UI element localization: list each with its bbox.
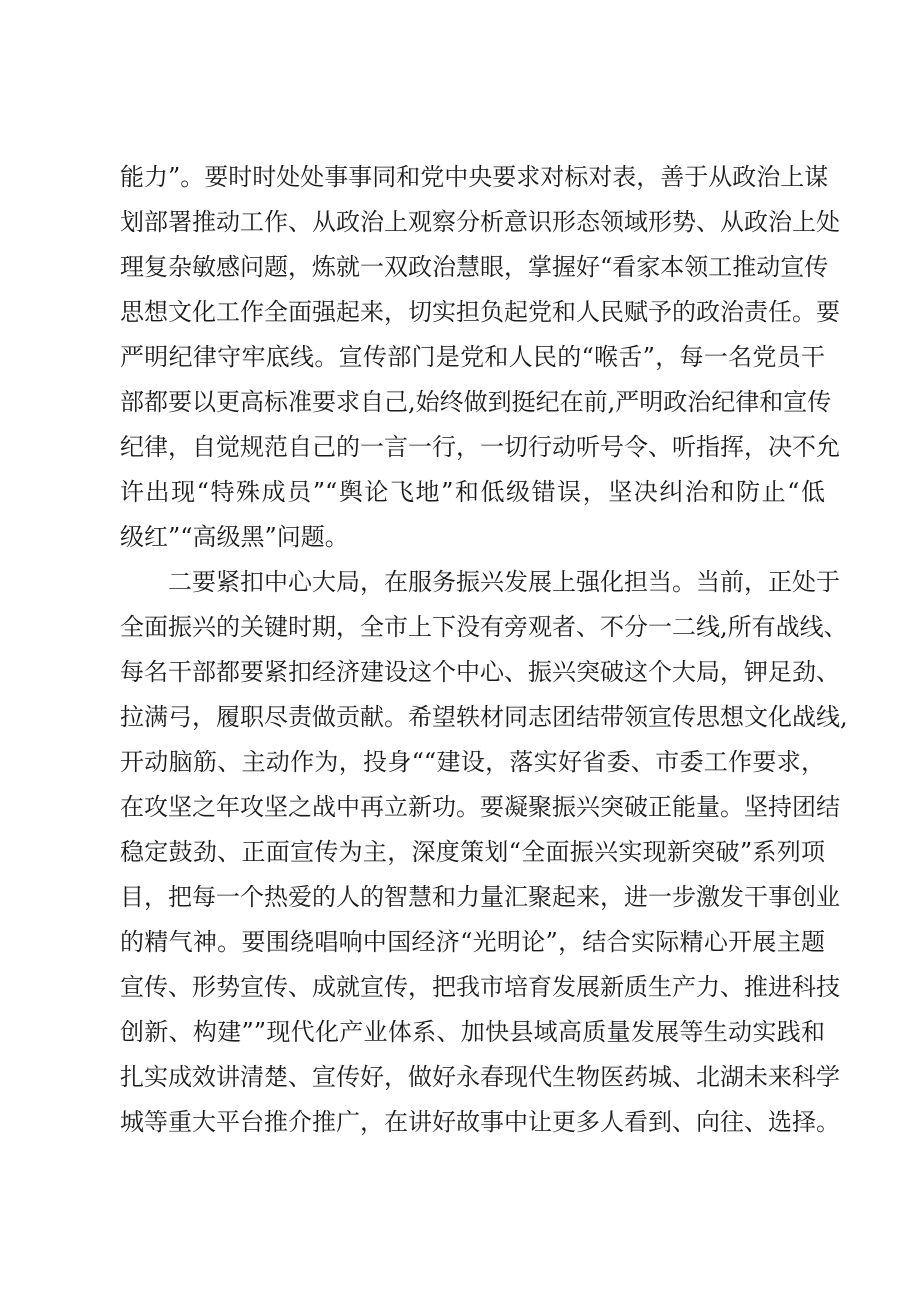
text-line: 纪律，自觉规范自己的一言一行，一切行动听号令、听指挥，决不允 <box>120 433 840 461</box>
text-line: 创新、构建””现代化产业体系、加快县域高质量发展等生动实践和 <box>120 1018 825 1046</box>
text-line: 级红”“高级黑”问题。 <box>120 523 349 551</box>
paragraph-central-task <box>120 560 848 1145</box>
text-line: 每名干部都要紧扣经济建设这个中心、振兴突破这个大局，钾足劲、 <box>120 658 840 686</box>
text-line: 许出现“特殊成员”“舆论飞地”和低级错误，坚决纠治和防止“低 <box>120 478 825 506</box>
text-line: 在攻坚之年攻坚之战中再立新功。要凝聚振兴突破正能量。坚持团结 <box>120 793 840 821</box>
text-line: 部都要以更高标准要求自己,始终做到挺纪在前,严明政治纪律和宣传 <box>120 388 832 416</box>
text-line: 思想文化工作全面强起来，切实担负起党和人民赋予的政治责任。要 <box>120 298 840 326</box>
text-line: 开动脑筋、主动作为，投身““建设，落实好省委、市委工作要求， <box>120 748 825 776</box>
text-line: 拉满弓，履职尽责做贡献。希望轶材同志团结带领宣传思想文化战线, <box>120 703 848 731</box>
text-line: 城等重大平台推介推广，在讲好故事中让更多人看到、向往、选择。 <box>120 1108 840 1136</box>
text-line: 目，把每一个热爱的人的智慧和力量汇聚起来，进一步激发干事创业 <box>120 883 840 911</box>
text-line: 严明纪律守牢底线。宣传部门是党和人民的“喉舌”，每一名党员干 <box>120 343 825 371</box>
paragraph-political-capacity <box>120 155 840 560</box>
text-line: 宣传、形势宣传、成就宣传，把我市培育发展新质生产力、推进科技 <box>120 973 840 1001</box>
text-line: 扎实成效讲清楚、宣传好，做好永春现代生物医药城、北湖未来科学 <box>120 1063 840 1091</box>
text-line: 二要紧扣中心大局，在服务振兴发展上强化担当。当前，正处于 <box>168 568 840 596</box>
text-line: 的精气神。要围绕唱响中国经济“光明论”，结合实际精心开展主题 <box>120 928 825 956</box>
text-line: 稳定鼓劲、正面宣传为主，深度策划“全面振兴实现新突破”系列项 <box>120 838 825 866</box>
text-line: 理复杂敏感问题，炼就一双政治慧眼，掌握好“看家本领工推动宣传 <box>120 253 829 281</box>
text-line: 能力”。要时时处处事事同和党中央要求对标对表，善于从政治上谋 <box>120 163 829 191</box>
text-line: 全面振兴的关键时期，全市上下没有旁观者、不分一二线,所有战线、 <box>120 613 848 641</box>
text-line: 划部署推动工作、从政治上观察分析意识形态领域形势、从政治上处 <box>120 208 840 236</box>
